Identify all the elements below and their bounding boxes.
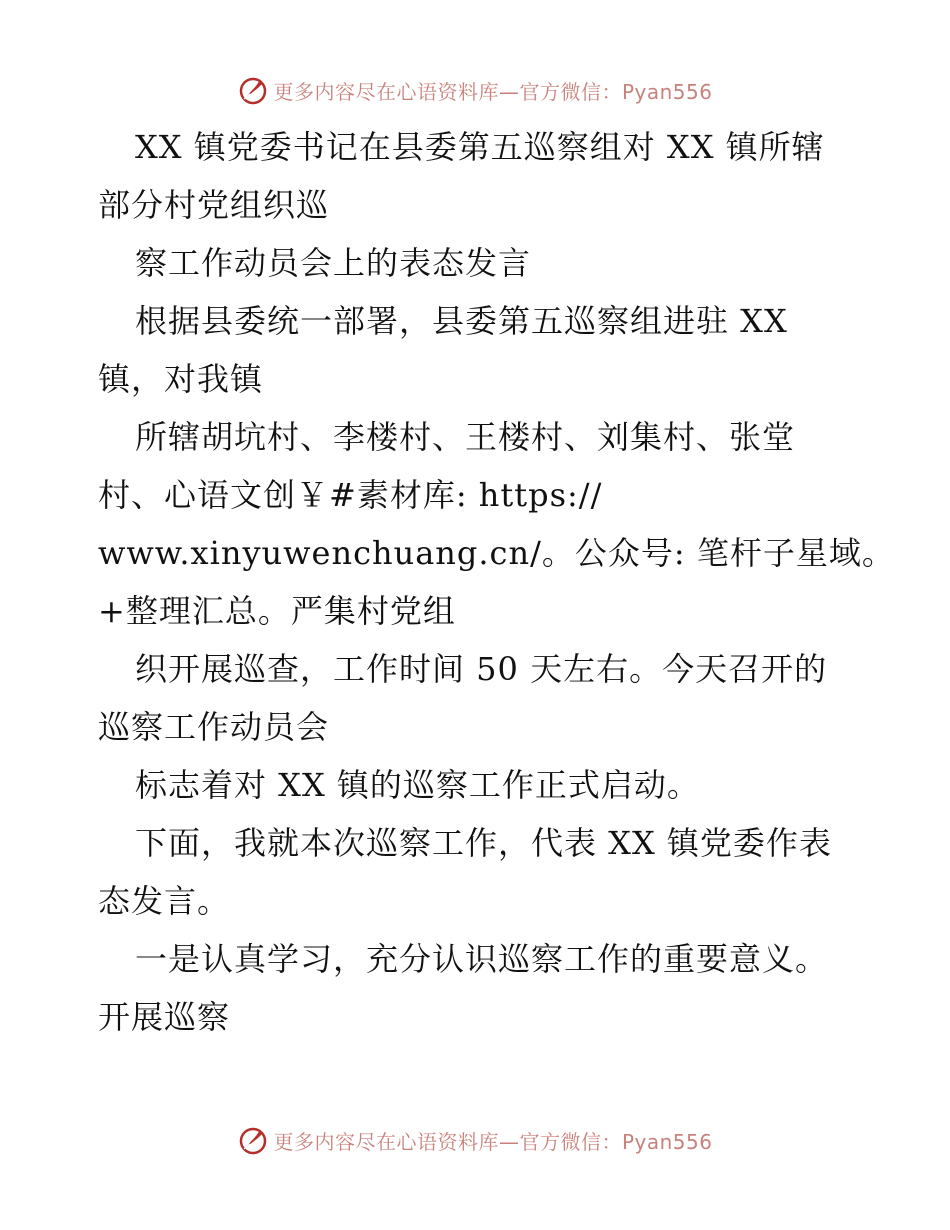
text-line: 一是认真学习，充分认识巡察工作的重要意义。 xyxy=(135,940,829,978)
promo-text: 更多内容尽在心语资料库—官方微信：Pyan556 xyxy=(273,1129,713,1154)
quill-pen-logo-icon xyxy=(237,1124,269,1156)
text-line: 巡察工作动员会 xyxy=(98,708,330,746)
footer-promo-banner xyxy=(0,1120,950,1160)
text-line: 所辖胡坑村、李楼村、王楼村、刘集村、张堂 xyxy=(135,418,796,456)
text-line: +整理汇总。严集村党组 xyxy=(98,592,456,630)
text-line: 村、心语文创￥#素材库: https:// xyxy=(98,476,603,514)
text-line: XX 镇党委书记在县委第五巡察组对 XX 镇所辖 xyxy=(135,128,825,166)
document-body xyxy=(98,118,895,1046)
text-line: 镇，对我镇 xyxy=(98,360,264,398)
text-line: 根据县委统一部署，县委第五巡察组进驻 XX xyxy=(135,302,788,340)
text-line: 态发言。 xyxy=(98,882,231,920)
text-line: 织开展巡查，工作时间 50 天左右。今天召开的 xyxy=(135,650,828,688)
quill-pen-logo-icon xyxy=(237,74,269,106)
text-line: 开展巡察 xyxy=(98,998,231,1036)
text-line: 察工作动员会上的表态发言 xyxy=(135,244,532,282)
text-line: 下面，我就本次巡察工作，代表 XX 镇党委作表 xyxy=(135,824,832,862)
text-line: 标志着对 XX 镇的巡察工作正式启动。 xyxy=(135,766,700,804)
text-line: www.xinyuwenchuang.cn/。公众号: 笔杆子星域。 xyxy=(98,534,895,572)
header-promo-banner xyxy=(0,70,950,110)
text-line: 部分村党组织巡 xyxy=(98,186,330,224)
promo-text: 更多内容尽在心语资料库—官方微信：Pyan556 xyxy=(273,79,713,104)
